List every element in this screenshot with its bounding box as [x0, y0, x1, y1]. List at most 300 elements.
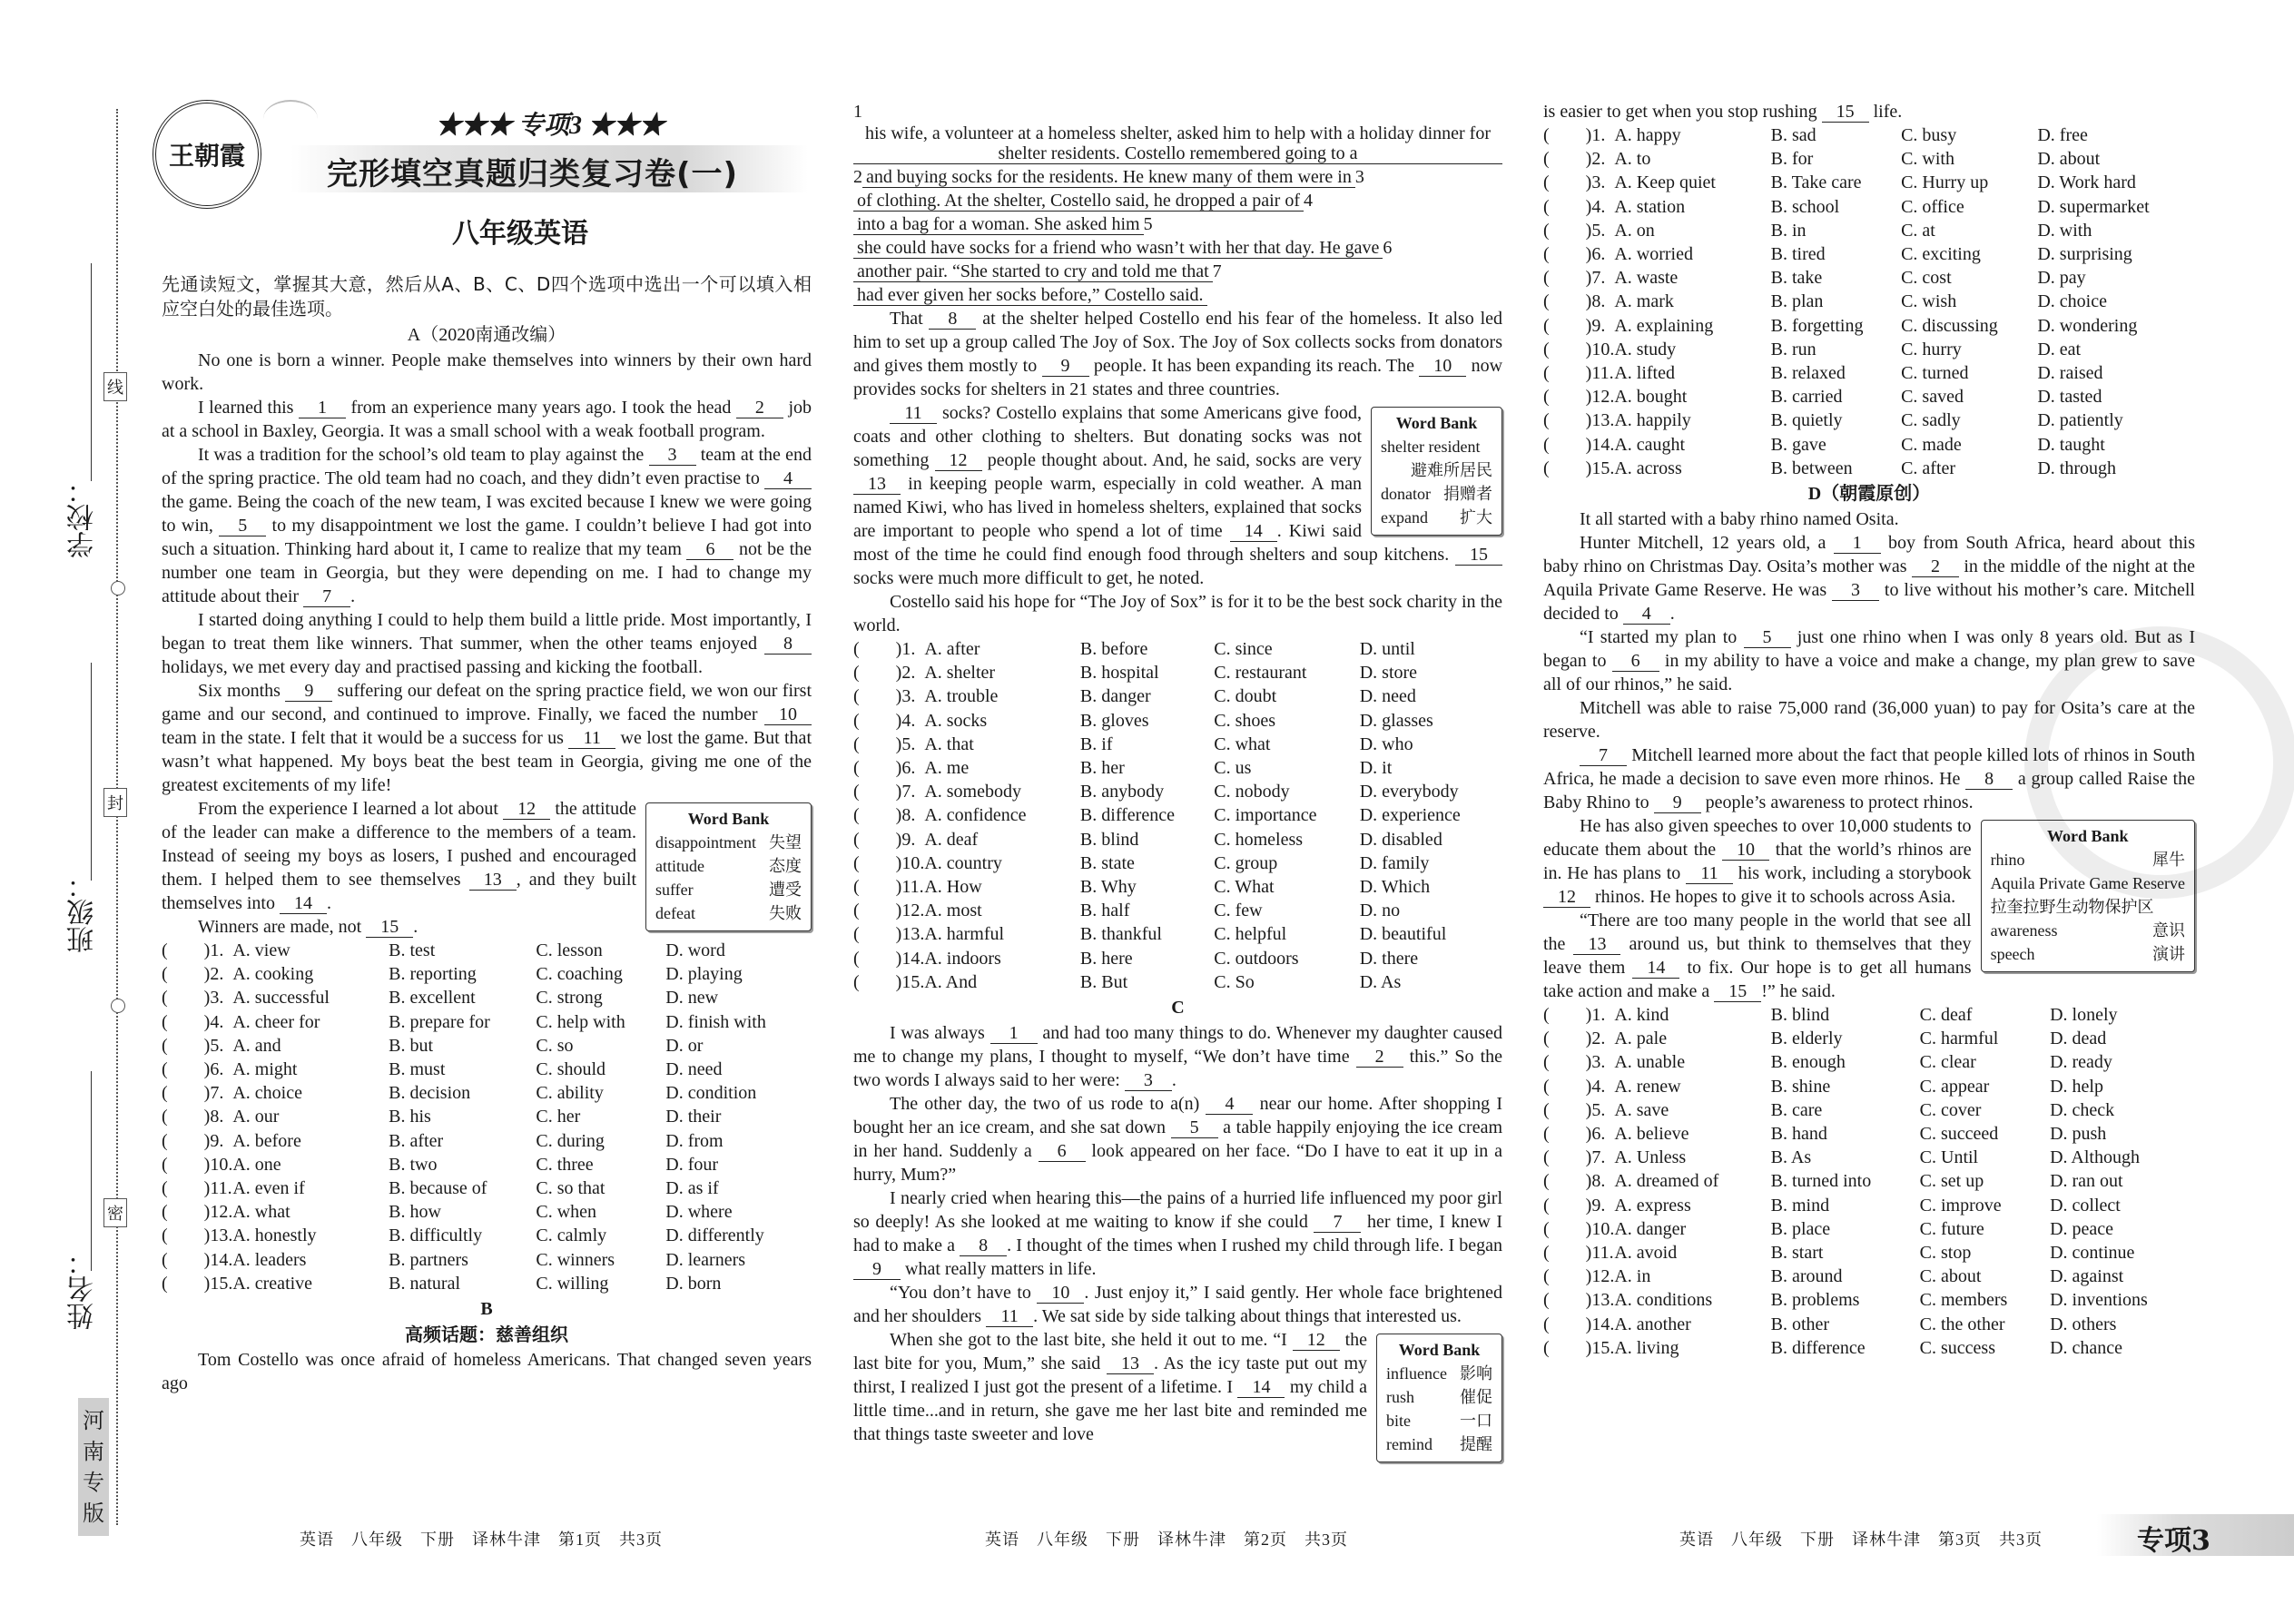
- passage-b-topic: 高频话题：慈善组织: [405, 1324, 568, 1346]
- option-a: A. to: [1614, 149, 1651, 170]
- question-row: [1543, 1169, 2195, 1193]
- passage-text: now provides socks for shelters in 21 states and three countries.: [853, 356, 1503, 399]
- option-a: A. most: [924, 901, 982, 921]
- passage-text: No one is born a winner. People make themselves into winners by their own hard work.: [162, 350, 812, 394]
- word-bank-entry: [1381, 435, 1492, 458]
- answer-slot[interactable]: [1543, 219, 1614, 242]
- answer-slot[interactable]: [1543, 1241, 1614, 1265]
- answer-slot[interactable]: [1543, 1288, 1614, 1312]
- question-number: ( )6.: [162, 1059, 224, 1080]
- question-row: [1543, 1122, 2195, 1146]
- blank-number: 2: [736, 398, 783, 418]
- answer-slot[interactable]: [162, 1105, 232, 1128]
- answer-slot[interactable]: [1543, 195, 1614, 219]
- option-a: A. waste: [1614, 268, 1679, 289]
- class-line: [91, 663, 92, 881]
- blank-number: 4: [1206, 1094, 1253, 1115]
- answer-slot[interactable]: [162, 1129, 232, 1153]
- answer-slot[interactable]: [1543, 242, 1614, 266]
- option-b: B. reporting: [389, 964, 477, 985]
- word-bank-term: suffer: [655, 881, 694, 899]
- passage-paragraph: [853, 590, 1502, 637]
- question-number: ( )9.: [1543, 315, 1606, 336]
- blank-number: 14: [1237, 1377, 1285, 1398]
- question-number: ( )14.: [162, 1249, 233, 1270]
- option-c: C. what: [1214, 733, 1271, 754]
- answer-slot[interactable]: [162, 1034, 232, 1058]
- option-c: C. clear: [1919, 1052, 1976, 1073]
- option-d: D. ran out: [2050, 1171, 2123, 1192]
- answer-slot[interactable]: [853, 661, 924, 684]
- passage-text: Mitchell was able to raise 75,000 rand (36,000 yuan) to pay for Osita’s care at the reserve.: [1543, 698, 2195, 743]
- question-row: [853, 828, 1502, 851]
- question-number: ( )3.: [1543, 172, 1606, 193]
- answer-slot[interactable]: [1543, 1194, 1614, 1217]
- question-row: [1543, 1075, 2195, 1098]
- word-bank-translation: 催促: [1460, 1388, 1492, 1407]
- question-number: ( )11.: [853, 877, 924, 898]
- question-row: [853, 733, 1502, 756]
- question-row: [1543, 1050, 2195, 1074]
- passage-c-heading: C: [1171, 998, 1185, 1019]
- question-number: ( )11.: [162, 1178, 232, 1199]
- section-badge: ★★★ 专项3 ★★★: [436, 112, 665, 140]
- blank-number: 7: [1580, 745, 1627, 766]
- option-c: C. the other: [1919, 1314, 2005, 1334]
- name-line: [91, 1071, 92, 1271]
- seal-char-feng: 封: [103, 788, 127, 817]
- answer-slot[interactable]: [1543, 1027, 1614, 1050]
- question-number: ( )10.: [1543, 339, 1615, 359]
- option-d: D. about: [2037, 149, 2101, 170]
- answer-slot[interactable]: [1543, 385, 1614, 408]
- answer-slot[interactable]: [162, 1153, 232, 1176]
- option-d: D. Although: [2050, 1147, 2140, 1168]
- question-number: ( )13.: [162, 1225, 233, 1246]
- passage-text: .: [413, 917, 418, 937]
- question-row: [1543, 266, 2195, 290]
- option-a: A. somebody: [924, 782, 1021, 802]
- school-field-label: 学校：: [67, 477, 99, 558]
- option-b: B. run: [1770, 339, 1816, 359]
- answer-slot[interactable]: [1543, 1169, 1614, 1193]
- blank-number: 12: [935, 450, 982, 471]
- option-c: C. after: [1901, 458, 1956, 478]
- passage-paragraph: [853, 1021, 1502, 1092]
- option-d: D. pay: [2037, 268, 2086, 289]
- question-row: [1543, 433, 2195, 457]
- option-a: A. even if: [232, 1178, 305, 1199]
- question-number: ( )2.: [853, 663, 916, 684]
- passage-text: people’s awareness to protect rhinos.: [1700, 792, 1974, 813]
- option-d: D. surprising: [2037, 244, 2132, 265]
- question-number: ( )8.: [162, 1107, 224, 1127]
- option-c: C. shoes: [1214, 710, 1276, 731]
- question-number: ( )12.: [853, 901, 925, 921]
- blank-number: 11: [986, 1306, 1033, 1327]
- answer-slot[interactable]: [853, 970, 924, 994]
- answer-slot[interactable]: [1543, 123, 1614, 147]
- answer-slot[interactable]: [1543, 1336, 1614, 1360]
- question-number: ( )2.: [1543, 1029, 1606, 1049]
- answer-slot[interactable]: [1543, 1217, 1614, 1241]
- passage-text: Winners are made, not: [198, 917, 367, 937]
- option-d: D. finish with: [665, 1011, 766, 1032]
- passage-c-options: [1543, 123, 2195, 480]
- blank-number: and buying socks for the residents. He knew many of them were in: [862, 167, 1355, 188]
- word-bank-translation: 态度: [769, 857, 802, 875]
- blank-number: 5: [1171, 1117, 1218, 1138]
- binding-circle-2: [111, 999, 125, 1013]
- question-row: [1543, 123, 2195, 147]
- question-row: [162, 1034, 812, 1058]
- option-b: B. difference: [1079, 805, 1175, 826]
- option-a: A. before: [232, 1130, 301, 1151]
- question-row: [162, 1105, 812, 1128]
- option-c: C. her: [536, 1107, 581, 1127]
- option-a: A. view: [232, 940, 290, 960]
- passage-text: Mitchell learned more about the fact that people killed lots of rhinos in South Africa, he made a decision to save even more rhinos. He: [1543, 745, 2195, 790]
- blank-number: 6: [686, 539, 733, 560]
- option-d: D. ready: [2050, 1052, 2112, 1073]
- class-field-label: 班级：: [67, 871, 99, 953]
- question-row: [853, 875, 1502, 899]
- passage-text: is easier to get when you stop rushing: [1543, 102, 1822, 122]
- word-bank-entry: [1381, 482, 1492, 506]
- question-number: ( )10.: [1543, 1218, 1615, 1239]
- option-c: C. lesson: [536, 940, 603, 960]
- option-c: C. willing: [536, 1273, 609, 1294]
- answer-slot[interactable]: [1543, 408, 1614, 432]
- blank-number: 13: [853, 474, 901, 495]
- option-d: D. Which: [1359, 877, 1431, 898]
- passage-text: just one rhino when I was only 8 years old. But as I began to: [1543, 627, 2195, 672]
- passage-text: suffering our defeat on the spring practice field, we won our first game and our second, and continued to improve. Finally, we faced the number: [162, 681, 812, 724]
- option-b: B. if: [1079, 733, 1113, 754]
- option-d: D. wondering: [2037, 315, 2138, 336]
- blank-number: 4: [1623, 604, 1670, 625]
- answer-slot[interactable]: [162, 1248, 232, 1272]
- option-a: A. shelter: [924, 663, 996, 684]
- answer-slot[interactable]: [1543, 457, 1614, 480]
- option-c: C. appear: [1919, 1076, 1990, 1097]
- answer-slot[interactable]: [1543, 171, 1614, 194]
- passage-text: It all started with a baby rhino named Osita.: [1580, 509, 1899, 530]
- option-a: A. successful: [232, 988, 330, 1009]
- answer-slot[interactable]: [853, 709, 924, 733]
- passage-text: her time, I knew I had to make a: [853, 1212, 1502, 1256]
- option-a: A. country: [924, 852, 1002, 873]
- option-c: C. office: [1901, 196, 1964, 217]
- option-c: C. doubt: [1214, 686, 1277, 707]
- answer-slot[interactable]: [162, 986, 232, 1009]
- answer-slot[interactable]: [162, 1176, 232, 1200]
- question-number: ( )6.: [853, 758, 916, 779]
- question-row: [1543, 1336, 2195, 1360]
- answer-slot[interactable]: [162, 1081, 232, 1105]
- option-a: A. living: [1614, 1337, 1679, 1358]
- option-b: B. shine: [1770, 1076, 1831, 1097]
- passage-text: in keeping people warm, especially in cold weather. A man named Kiwi, who has lived in homeless shelters, explained that socks are important to people who spend a lot of time: [853, 474, 1363, 541]
- option-d: D. push: [2050, 1124, 2107, 1145]
- option-d: D. it: [1359, 758, 1393, 779]
- option-c: C. So: [1214, 971, 1255, 992]
- option-c: C. so: [536, 1035, 574, 1056]
- word-bank-translation: 失望: [769, 833, 802, 851]
- passage-text: “You don’t have to: [890, 1283, 1038, 1304]
- option-b: B. problems: [1770, 1290, 1860, 1311]
- option-d: D. until: [1359, 639, 1415, 659]
- option-a: A. avoid: [1614, 1243, 1678, 1264]
- option-b: B. But: [1079, 971, 1128, 992]
- option-b: B. two: [389, 1154, 438, 1175]
- option-c: C. turned: [1901, 363, 1969, 384]
- question-row: [1543, 1194, 2195, 1217]
- footer-page-2: 英语 八年级 下册 译林牛津 第2页 共3页: [985, 1530, 1348, 1549]
- answer-slot[interactable]: [853, 947, 924, 970]
- word-bank-translation: 避难所居民: [1411, 461, 1492, 479]
- word-bank-term: attitude: [655, 857, 704, 875]
- option-b: B. quietly: [1770, 410, 1843, 431]
- passage-paragraph: [1543, 507, 2195, 531]
- passage-paragraph: [162, 396, 812, 443]
- passage-text: “I started my plan to: [1580, 627, 1744, 648]
- question-number: ( )12.: [1543, 1266, 1615, 1287]
- option-b: B. school: [1770, 196, 1840, 217]
- question-number: ( )1.: [1543, 1005, 1606, 1026]
- answer-slot[interactable]: [162, 1272, 232, 1295]
- option-b: B. for: [1770, 149, 1814, 170]
- option-b: B. difference: [1770, 1337, 1866, 1358]
- question-number: ( )3.: [1543, 1052, 1606, 1073]
- option-a: A. bought: [1614, 387, 1688, 408]
- passage-paragraph: [853, 401, 1502, 590]
- option-a: A. express: [1614, 1195, 1691, 1216]
- blank-number: 3: [1832, 580, 1879, 601]
- question-number: ( )14.: [1543, 434, 1615, 455]
- question-row: [1543, 338, 2195, 361]
- blank-number: 6: [1039, 1141, 1086, 1162]
- option-a: A. on: [1614, 220, 1655, 241]
- question-row: [853, 756, 1502, 780]
- option-b: B. gave: [1770, 434, 1826, 455]
- question-row: [162, 1081, 812, 1105]
- question-number: ( )15.: [1543, 1337, 1615, 1358]
- option-c: C. outdoors: [1214, 948, 1299, 969]
- passage-text: job at a school in Baxley, Georgia. It was a small school with a weak football program.: [162, 398, 812, 441]
- blank-number: another pair. “She started to cry and told me that: [853, 261, 1213, 282]
- question-number: ( )7.: [853, 782, 916, 802]
- passage-a-options: [162, 939, 812, 1295]
- word-bank-term: awareness: [1990, 921, 2058, 940]
- passage-text: I was always: [890, 1023, 990, 1044]
- option-b: B. plan: [1770, 291, 1824, 312]
- answer-slot[interactable]: [1543, 314, 1614, 338]
- option-c: C. made: [1901, 434, 1962, 455]
- question-number: ( )11.: [1543, 363, 1614, 384]
- answer-slot[interactable]: [162, 1224, 232, 1247]
- option-a: A. what: [232, 1202, 290, 1223]
- answer-slot[interactable]: [853, 899, 924, 922]
- question-row: [1543, 147, 2195, 171]
- option-b: B. state: [1079, 852, 1135, 873]
- answer-slot[interactable]: [1543, 266, 1614, 290]
- blank-number: 15: [1822, 102, 1869, 123]
- word-bank-translation: 捐赠者: [1443, 485, 1492, 503]
- option-a: A. deaf: [924, 829, 979, 850]
- answer-slot[interactable]: [1543, 1003, 1614, 1027]
- option-d: D. there: [1359, 948, 1419, 969]
- blank-number: 1: [1834, 533, 1881, 554]
- answer-slot[interactable]: [1543, 1146, 1614, 1169]
- option-d: D. from: [665, 1130, 724, 1151]
- name-field-label: 姓名：: [67, 1248, 99, 1330]
- question-row: [853, 922, 1502, 946]
- answer-slot[interactable]: [853, 637, 924, 661]
- blank-number: 14: [1632, 958, 1679, 979]
- passage-paragraph: [853, 1186, 1502, 1281]
- answer-slot[interactable]: [1543, 1098, 1614, 1122]
- option-d: D. lonely: [2050, 1005, 2118, 1026]
- blank-number: 9: [853, 1259, 901, 1280]
- question-row: [1543, 1265, 2195, 1288]
- option-c: C. succeed: [1919, 1124, 1999, 1145]
- answer-slot[interactable]: [853, 780, 924, 803]
- option-d: D. condition: [665, 1083, 757, 1104]
- word-bank: [1371, 407, 1502, 536]
- answer-slot[interactable]: [162, 939, 232, 962]
- option-a: A. one: [232, 1154, 281, 1175]
- word-bank-term: rhino: [1990, 851, 2025, 870]
- answer-slot[interactable]: [853, 684, 924, 708]
- answer-slot[interactable]: [1543, 1050, 1614, 1074]
- passage-text: at the shelter helped Costello end his fear of the homeless. It also led him to set up a group called The Joy of Sox. The Joy of Sox collects socks from donators and gives them mostly to: [853, 309, 1502, 376]
- option-c: C. help with: [536, 1011, 625, 1032]
- blank-number: 10: [764, 704, 812, 725]
- question-number: ( )4.: [853, 710, 916, 731]
- answer-slot[interactable]: [1543, 433, 1614, 457]
- blank-number: 12: [1543, 887, 1590, 908]
- word-bank-entry: [655, 901, 802, 925]
- blank-number: 15: [366, 917, 413, 938]
- answer-slot[interactable]: [853, 828, 924, 851]
- option-d: D. need: [1359, 686, 1416, 707]
- question-row: [1543, 408, 2195, 432]
- word-bank-title: Word Bank: [687, 810, 770, 828]
- word-bank-entry: [1991, 919, 2185, 942]
- passage-text: to live without his mother’s care. Mitchell decided to: [1543, 580, 2195, 625]
- option-d: D. learners: [665, 1249, 746, 1270]
- passage-text: holidays, we met every day and practised passing and kicking the football.: [162, 657, 703, 677]
- passage-text: He has also given speeches to over 10,000 students to educate them about the: [1543, 816, 1972, 861]
- answer-slot[interactable]: [1543, 361, 1614, 385]
- option-d: D. supermarket: [2037, 196, 2150, 217]
- answer-slot[interactable]: [1543, 1075, 1614, 1098]
- answer-slot[interactable]: [162, 1010, 232, 1034]
- question-number: ( )1.: [162, 940, 224, 960]
- option-d: D. choice: [2037, 291, 2107, 312]
- blank-number: 14: [280, 893, 327, 914]
- option-d: D. store: [1359, 663, 1418, 684]
- question-row: [1543, 1027, 2195, 1050]
- option-b: B. between: [1770, 458, 1853, 478]
- option-c: C. success: [1919, 1337, 1995, 1358]
- word-bank-entry: [1381, 506, 1492, 529]
- page-subtitle: 八年级英语: [452, 218, 588, 250]
- blank-number: 9: [1042, 356, 1089, 377]
- blank-number: 1: [299, 398, 346, 418]
- option-c: C. members: [1919, 1290, 2008, 1311]
- answer-slot[interactable]: [1543, 1265, 1614, 1288]
- passage-text: . I thought of the times when I rushed my child through life. I began: [1007, 1235, 1502, 1256]
- option-c: C. wish: [1901, 291, 1957, 312]
- option-d: D. raised: [2037, 363, 2103, 384]
- answer-slot[interactable]: [1543, 1313, 1614, 1336]
- blank-number: 11: [568, 728, 615, 749]
- option-c: C. saved: [1901, 387, 1964, 408]
- option-b: B. his: [389, 1107, 431, 1127]
- option-c: C. helpful: [1214, 924, 1287, 945]
- blank-number: 8: [764, 634, 812, 655]
- question-row: [162, 962, 812, 986]
- passage-text: 2: [853, 167, 862, 187]
- answer-slot[interactable]: [853, 922, 924, 946]
- answer-slot[interactable]: [1543, 1122, 1614, 1146]
- answer-slot[interactable]: [162, 1200, 232, 1224]
- answer-slot[interactable]: [853, 733, 924, 756]
- option-b: B. mind: [1770, 1195, 1830, 1216]
- answer-slot[interactable]: [853, 756, 924, 780]
- question-number: ( )6.: [1543, 244, 1606, 265]
- question-row: [1543, 1288, 2195, 1312]
- option-c: C. three: [536, 1154, 594, 1175]
- passage-text: the game. Being the coach of the new team, I was excited because I knew we were going to win,: [162, 492, 812, 536]
- word-bank-term: shelter resident: [1381, 438, 1481, 456]
- question-number: ( )6.: [1543, 1124, 1606, 1145]
- brand-logo-text: 王朝霞: [168, 141, 245, 171]
- option-c: C. homeless: [1214, 829, 1304, 850]
- blank-number: 2: [1356, 1047, 1403, 1068]
- question-number: ( )13.: [1543, 410, 1615, 431]
- passage-paragraph: [853, 1281, 1502, 1328]
- passage-text: we lost the game. But that wasn’t what happened. My boys beat the best team in Georgia, giving me one of the greatest excitements of my life!: [162, 728, 812, 795]
- blank-number: she could have socks for a friend who wasn’t with her that day. He gave: [853, 238, 1383, 259]
- option-a: A. worried: [1614, 244, 1693, 265]
- answer-slot[interactable]: [162, 1058, 232, 1081]
- answer-slot[interactable]: [1543, 147, 1614, 171]
- word-bank-entry: [1386, 1432, 1492, 1456]
- answer-slot[interactable]: [1543, 338, 1614, 361]
- option-a: A. lifted: [1614, 363, 1675, 384]
- answer-slot[interactable]: [1543, 290, 1614, 313]
- answer-slot[interactable]: [853, 851, 924, 875]
- answer-slot[interactable]: [853, 875, 924, 899]
- option-b: B. blind: [1079, 829, 1139, 850]
- question-row: [853, 780, 1502, 803]
- question-row: [1543, 1241, 2195, 1265]
- option-b: B. Take care: [1770, 172, 1862, 193]
- option-b: B. carried: [1770, 387, 1843, 408]
- question-row: [853, 803, 1502, 827]
- option-a: A. cooking: [232, 964, 314, 985]
- answer-slot[interactable]: [853, 803, 924, 827]
- option-c: C. winners: [536, 1249, 615, 1270]
- answer-slot[interactable]: [162, 962, 232, 986]
- passage-text: look appeared on her face. “Do I have to eat it up in a hurry, Mum?”: [853, 1141, 1503, 1186]
- word-bank-entry: [1386, 1409, 1492, 1432]
- passage-text: “There are too many people in the world that see all the: [1543, 910, 1972, 955]
- blank-number: 11: [890, 403, 937, 424]
